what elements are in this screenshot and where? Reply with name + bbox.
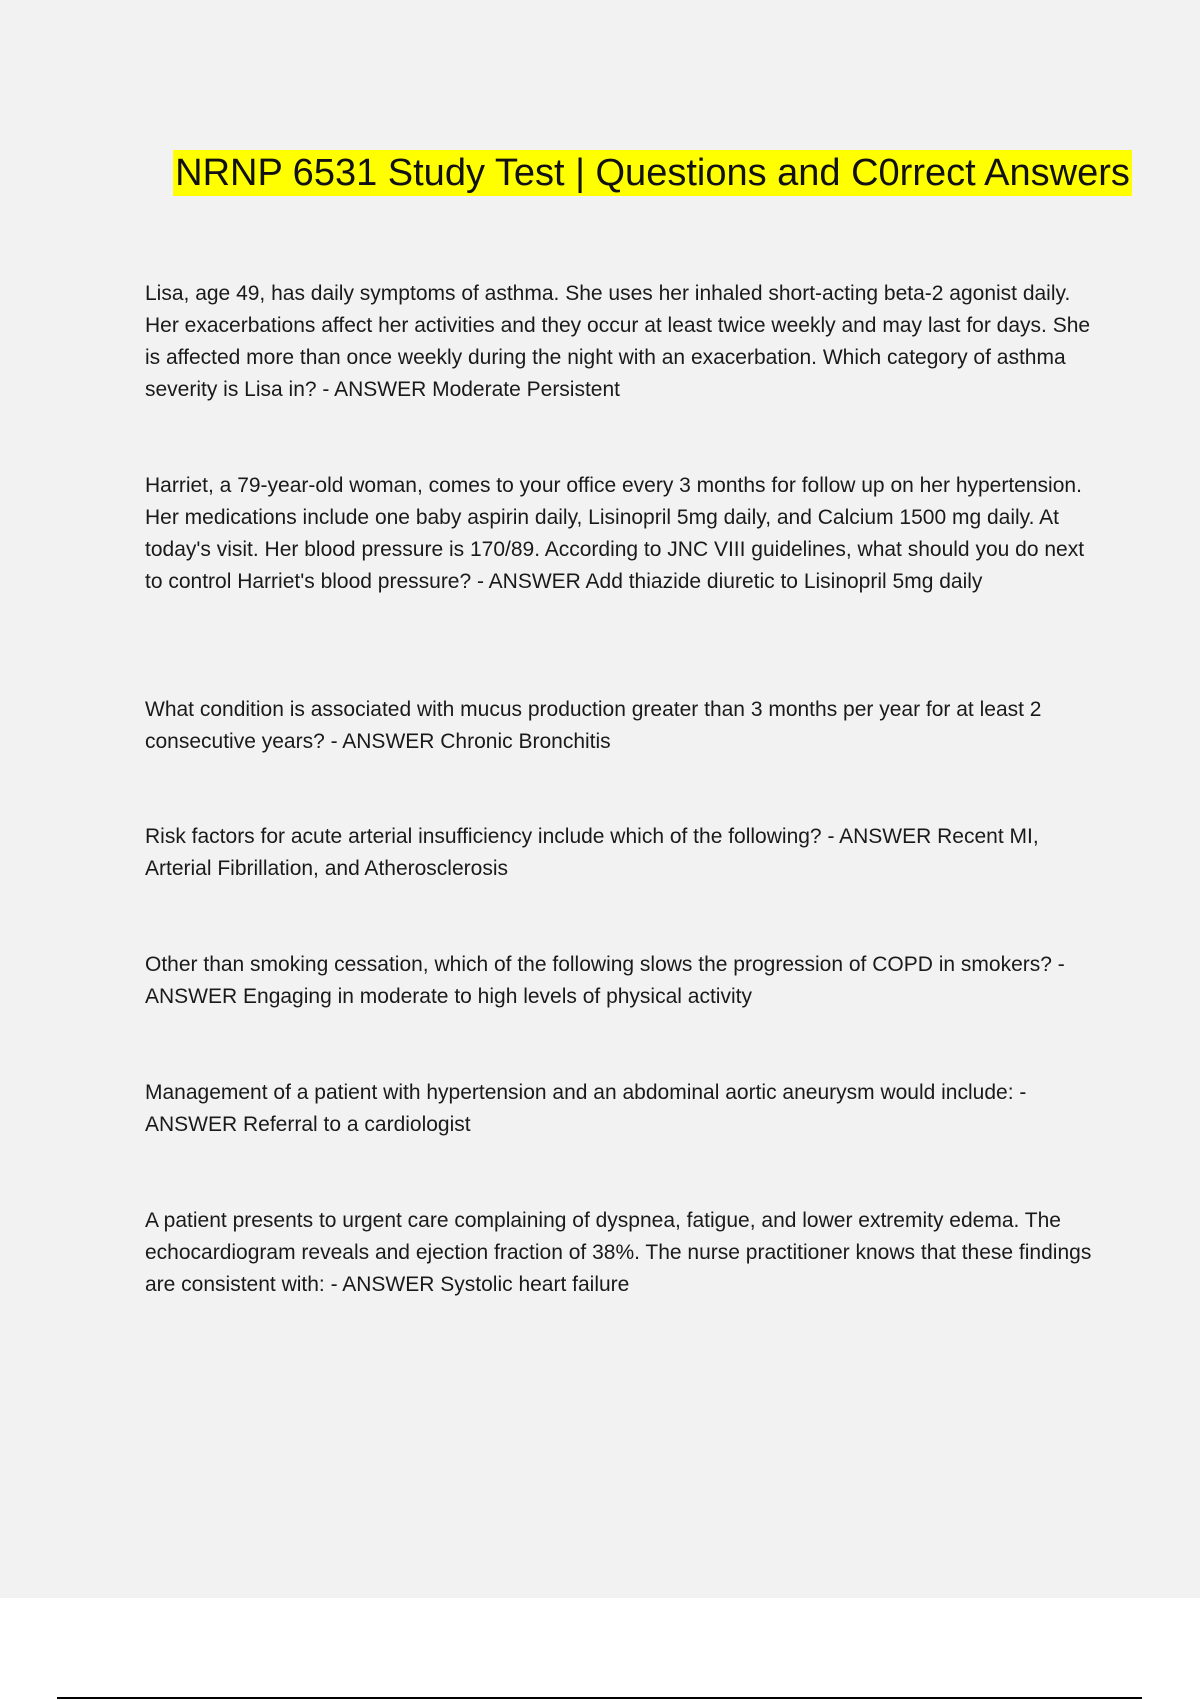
question-answer-7: A patient presents to urgent care complaining of dyspnea, fatigue, and lower extremity edema. The echocardiogram reveals and ejection fraction of 38%. The nurse practitioner knows that these findings are consistent with: - ANSWER Systolic heart failure [145, 1209, 1092, 1296]
question-answer-4: Risk factors for acute arterial insufficiency include which of the following? - ANSWER Recent MI, Arterial Fibrillation, and Atherosclerosis [145, 825, 1039, 880]
footer-divider [57, 1697, 1142, 1699]
question-answer-5: Other than smoking cessation, which of the following slows the progression of COPD in smokers? - ANSWER Engaging in moderate to high levels of physical activity [145, 953, 1065, 1008]
question-answer-6: Management of a patient with hypertension and an abdominal aortic aneurysm would include: - ANSWER Referral to a cardiologist [145, 1081, 1027, 1136]
highlighted-title-text: NRNP 6531 Study Test | Questions and C0rrect Answers [175, 152, 1130, 194]
question-answer-2: Harriet, a 79-year-old woman, comes to your office every 3 months for follow up on her hypertension. Her medications include one baby aspirin daily, Lisinopril 5mg daily, and Calcium 1500 mg daily. At today's visit. Her blood pressure is 170/89. According to JNC VIII guidelines, what should you do next to control Harriet's blood pressure? - ANSWER Add thiazide diuretic to Lisinopril 5mg daily [145, 474, 1085, 593]
page-title [145, 144, 1160, 202]
question-answer-1: Lisa, age 49, has daily symptoms of asthma. She uses her inhaled short-acting beta-2 agonist daily. Her exacerbations affect her activities and they occur at least twice weekly and may last for days. She is affected more than once weekly during the night with an exacerbation. Which category of asthma severity is Lisa in? - ANSWER Moderate Persistent [145, 282, 1091, 401]
question-answer-3: What condition is associated with mucus production greater than 3 months per year for at least 2 consecutive years? - ANSWER Chronic Bronchitis [145, 698, 1042, 753]
